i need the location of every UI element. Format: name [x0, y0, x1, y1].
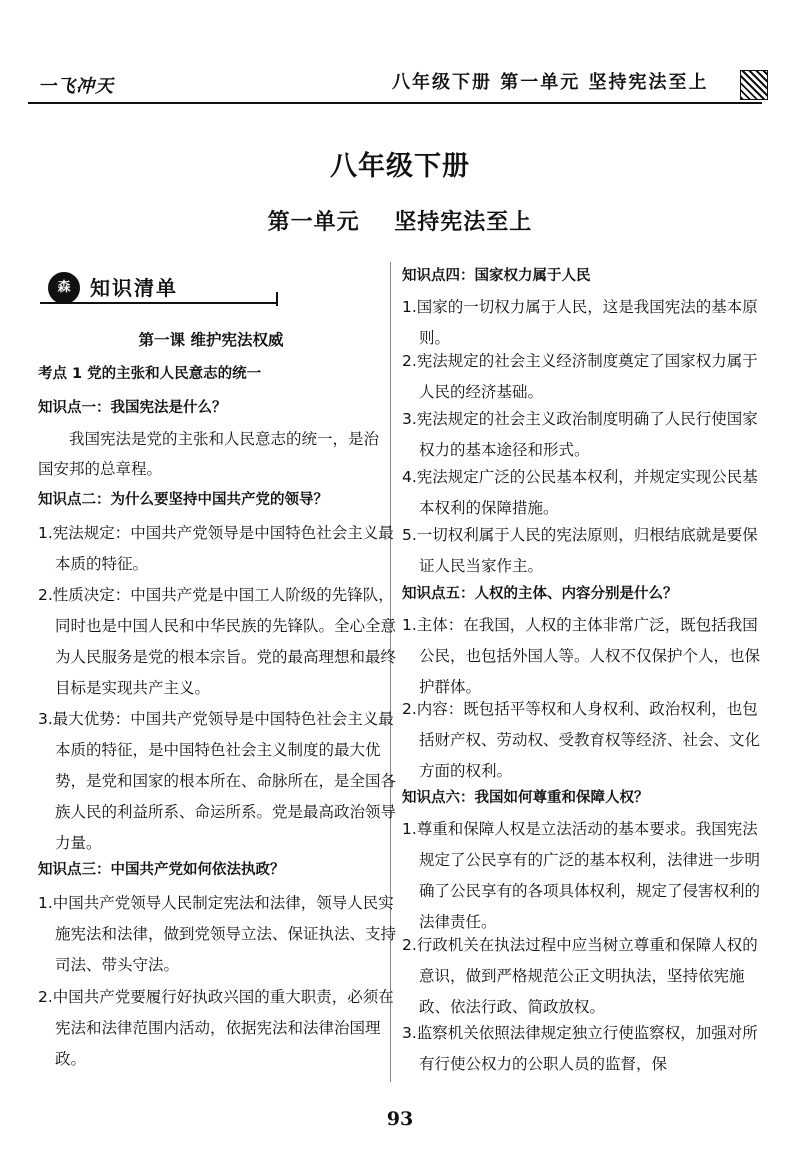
knowledge-point-1-title: 知识点一：我国宪法是什么？: [38, 400, 227, 416]
knowledge-point-1-body: 我国宪法是党的主张和人民意志的统一，是治国安邦的总章程。: [38, 430, 380, 478]
tree-emblem-icon: 森: [48, 272, 80, 304]
kp5-item-1: 1.主体：在我国，人权的主体非常广泛，既包括我国公民，也包括外国人等。人权不仅保护个人，也保护群体。: [402, 616, 761, 696]
knowledge-point-3-title: 知识点三：中国共产党如何依法执政？: [38, 862, 285, 878]
kp2-item-3: 3.最大优势：中国共产党领导是中国特色社会主义最本质的特征，是中国特色社会主义制度的最大优势，是党和国家的根本所在、命脉所在，是全国各族人民的利益所系、命运所系。党是最高政治领导力量。: [38, 710, 397, 852]
kp4-item-5: 5.一切权利属于人民的宪法原则，归根结底就是要保证人民当家作主。: [402, 526, 758, 575]
kp5-item-2: 2.内容：既包括平等权和人身权利、政治权利，也包括财产权、劳动权、受教育权等经济、社会、文化方面的权利。: [402, 700, 761, 780]
kp3-item-2: 2.中国共产党要履行好执政兴国的重大职责，必须在宪法和法律范围内活动，依据宪法和法律治国理政。: [38, 988, 394, 1068]
running-title: 八年级下册 第一单元 坚持宪法至上: [392, 72, 709, 93]
checkered-ornament-icon: [740, 70, 768, 100]
section-badge-label: 知识清单: [90, 276, 178, 300]
kp6-item-2: 2.行政机关在执法过程中应当树立尊重和保障人权的意识，做到严格规范公正文明执法，坚持依宪施政、依法行政、简政放权。: [402, 936, 758, 1016]
page-title: 八年级下册: [330, 151, 470, 182]
unit-title: 第一单元 坚持宪法至上: [267, 210, 533, 235]
section-badge: [40, 268, 280, 306]
page-number: 93: [386, 1108, 414, 1130]
exam-point-title: 考点 1 党的主张和人民意志的统一: [38, 366, 262, 382]
kp4-item-2: 2.宪法规定的社会主义经济制度奠定了国家权力属于人民的经济基础。: [402, 352, 758, 401]
series-logo: 一飞冲天: [38, 76, 114, 97]
badge-underline: [40, 302, 276, 304]
kp2-item-1: 1.宪法规定：中国共产党领导是中国特色社会主义最本质的特征。: [38, 524, 394, 573]
knowledge-point-6-title: 知识点六：我国如何尊重和保障人权？: [402, 790, 649, 806]
kp4-item-4: 4.宪法规定广泛的公民基本权利，并规定实现公民基本权利的保障措施。: [402, 468, 758, 517]
knowledge-point-2-title: 知识点二：为什么要坚持中国共产党的领导？: [38, 492, 328, 508]
kp4-item-1: 1.国家的一切权力属于人民，这是我国宪法的基本原则。: [402, 298, 758, 347]
kp4-item-3: 3.宪法规定的社会主义政治制度明确了人民行使国家权力的基本途径和形式。: [402, 410, 758, 459]
running-header: [28, 58, 762, 106]
kp3-item-1: 1.中国共产党领导人民制定宪法和法律，领导人民实施宪法和法律，做到党领导立法、保证执法、支持司法、带头守法。: [38, 894, 397, 974]
lesson-title: 第一课 维护宪法权威: [138, 331, 284, 349]
kp6-item-1: 1.尊重和保障人权是立法活动的基本要求。我国宪法规定了公民享有的广泛的基本权利，法律进一步明确了公民享有的各项具体权利，规定了侵害权利的法律责任。: [402, 820, 761, 931]
knowledge-point-4-title: 知识点四：国家权力属于人民: [402, 268, 591, 284]
header-rule: [28, 102, 762, 104]
badge-end-bar: [276, 292, 278, 306]
kp6-item-3: 3.监察机关依照法律规定独立行使监察权，加强对所有行使公权力的公职人员的监督，保: [402, 1024, 758, 1073]
knowledge-point-5-title: 知识点五：人权的主体、内容分别是什么？: [402, 586, 678, 602]
kp2-item-2: 2.性质决定：中国共产党是中国工人阶级的先锋队，同时也是中国人民和中华民族的先锋队。全心全意为人民服务是党的根本宗旨。党的最高理想和最终目标是实现共产主义。: [38, 586, 397, 697]
